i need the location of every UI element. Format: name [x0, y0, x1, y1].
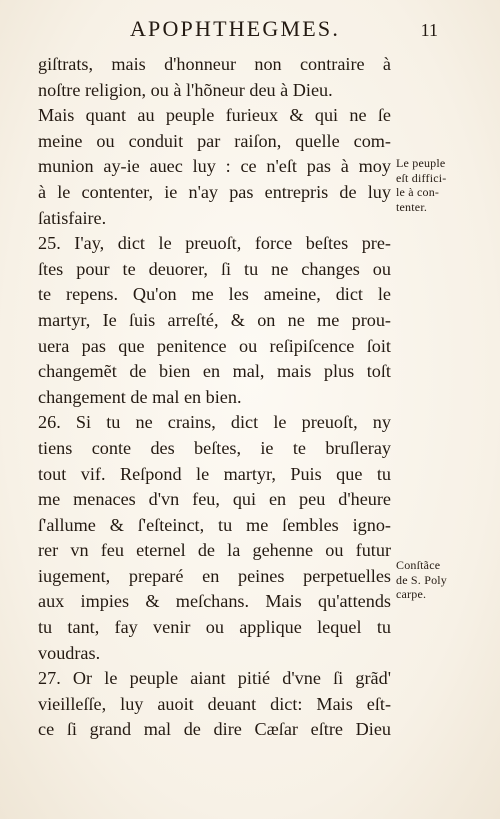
- margin-note-people: [396, 156, 468, 214]
- margin-note-line: Le peuple: [396, 156, 446, 170]
- text-line: à le contenter, ie n'ay pas entrepris de luy: [38, 181, 391, 202]
- text-line: ſatisfaire.: [38, 207, 107, 228]
- text-line: aux impies & meſchans. Mais qu'attends: [38, 591, 391, 612]
- text-line: me menaces d'vn feu, qui en peu d'heure: [38, 489, 391, 510]
- text-line: Mais quant au peuple furieux & qui ne ſe: [38, 105, 391, 126]
- text-line: noſtre religion, ou à l'hõneur deu à Dieu.: [38, 79, 333, 100]
- text-line: tu tant, fay venir ou applique lequel tu: [38, 617, 391, 638]
- text-line: iugement, preparé en peines perpetuelles: [38, 565, 391, 586]
- text-line: ſ'allume & ſ'eſteinct, tu me ſembles igno-: [38, 514, 391, 535]
- text-line: changement de mal en bien.: [38, 386, 242, 407]
- running-title: APOPHTHEGMES.: [129, 16, 341, 41]
- margin-note-line: de S. Poly: [396, 572, 448, 587]
- margin-note-polycarp: [396, 558, 468, 602]
- page-number: 11: [420, 20, 438, 40]
- text-line: ſtes pour te deuorer, ſi tu ne changes ou: [38, 258, 391, 279]
- text-line: martyr, Ie ſuis arreſté, & on ne me prou-: [38, 309, 391, 330]
- margin-note-line: le à con-: [396, 185, 440, 199]
- text-line: munion ay-ie auec luy : ce n'eſt pas à moy: [38, 156, 391, 177]
- text-line: voudras.: [38, 642, 101, 663]
- margin-note-line: Conſtãce: [396, 558, 441, 572]
- text-line: 25. I'ay, dict le preuoſt, force beſtes pre-: [38, 233, 391, 254]
- text-line: vieilleſſe, luy auoit deuant dict: Mais eſt-: [38, 693, 391, 714]
- text-line: 27. Or le peuple aiant pitié d'vne ſi grãd': [38, 668, 391, 689]
- text-line: rer vn feu eternel de la gehenne ou futur: [38, 540, 391, 561]
- body-text: [38, 52, 391, 743]
- margin-note-line: eſt diffici-: [396, 170, 447, 185]
- text-line: uera pas que penitence ou reſipiſcence ſoit: [38, 335, 391, 356]
- text-line: meine ou conduit par raiſon, quelle com-: [38, 130, 391, 151]
- text-line: tiens conte des beſtes, ie te bruſleray: [38, 437, 391, 458]
- text-line: changemẽt de bien en mal, mais plus toſt: [38, 361, 391, 382]
- text-line: 26. Si tu ne crains, dict le preuoſt, ny: [38, 412, 391, 433]
- margin-note-line: tenter.: [396, 199, 428, 214]
- margin-note-line: carpe.: [396, 587, 427, 601]
- text-line: tout vif. Reſpond le martyr, Puis que tu: [38, 463, 391, 484]
- text-line: te repens. Qu'on me les ameine, dict le: [38, 284, 391, 305]
- text-line: giſtrats, mais d'honneur non contraire à: [38, 54, 391, 74]
- text-line: ce ſi grand mal de dire Cæſar eſtre Dieu: [38, 719, 391, 740]
